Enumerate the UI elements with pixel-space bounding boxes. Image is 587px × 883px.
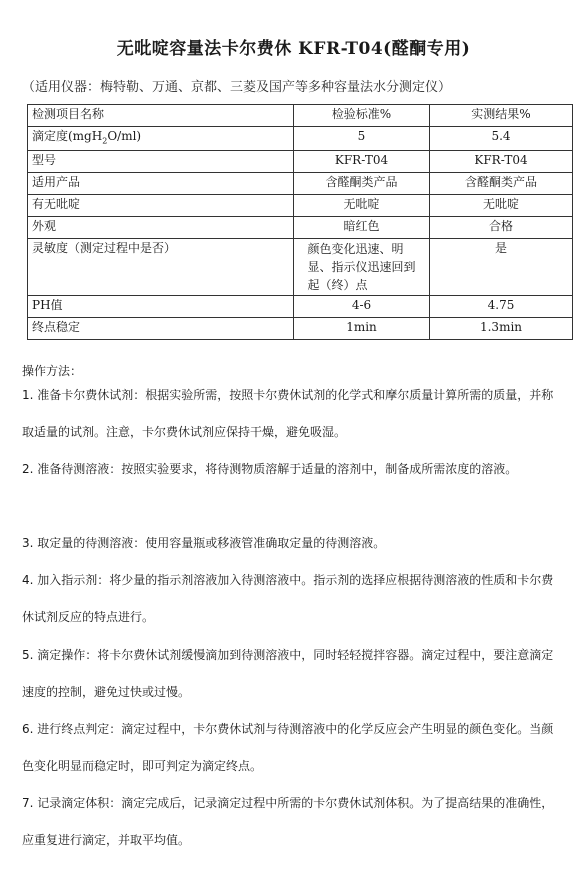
- procedure-step: 6. 进行终点判定：滴定过程中，卡尔费休试剂与待测溶液中的化学反应会产生明显的颜色变化。当颜色变化明显而稳定时，即可判定为滴定终点。: [22, 722, 554, 773]
- header-result: 实测结果%: [430, 105, 573, 127]
- row-label: 灵敏度（测定过程中是否）: [28, 239, 294, 296]
- page-title: 无吡啶容量法卡尔费休 KFR-T04(醛酮专用): [116, 39, 471, 59]
- table-row: [28, 217, 573, 239]
- procedure-step: 7. 记录滴定体积：滴定完成后，记录滴定过程中所需的卡尔费休试剂体积。为了提高结果的准确性，应重复进行滴定，并取平均值。: [22, 796, 554, 847]
- header-item-name: 检测项目名称: [28, 105, 294, 127]
- row-standard: 4-6: [294, 296, 430, 318]
- row-result: 5.4: [430, 127, 573, 151]
- row-label-titer: [28, 127, 294, 151]
- procedure-heading: 操作方法：: [22, 364, 83, 378]
- row-standard: KFR-T04: [294, 151, 430, 173]
- table-row: [28, 239, 573, 296]
- table-row: [28, 318, 573, 340]
- sensitivity-standard-text: 颜色变化迅速、明显、指示仪迅速回到起（终）点: [307, 242, 416, 293]
- row-label: 适用产品: [28, 173, 294, 195]
- table-row: [28, 195, 573, 217]
- row-label: 有无吡啶: [28, 195, 294, 217]
- row-label: 终点稳定: [28, 318, 294, 340]
- table-header-row: [28, 105, 573, 127]
- row-result: 无吡啶: [430, 195, 573, 217]
- procedure-step: 5. 滴定操作：将卡尔费休试剂缓慢滴加到待测溶液中，同时轻轻搅拌容器。滴定过程中，要注意滴定速度的控制，避免过快或过慢。: [22, 648, 554, 699]
- specification-table: [27, 104, 573, 340]
- applicable-instruments-note: （适用仪器：梅特勒、万通、京都、三菱及国产等多种容量法水分测定仪）: [22, 80, 452, 95]
- row-standard: [294, 239, 430, 296]
- table-row: [28, 296, 573, 318]
- row-standard: 含醛酮类产品: [294, 173, 430, 195]
- row-standard: 5: [294, 127, 430, 151]
- row-standard: 暗红色: [294, 217, 430, 239]
- procedure-step: 2. 准备待测溶液：按照实验要求，将待测物质溶解于适量的溶剂中，制备成所需浓度的溶液。: [22, 462, 518, 476]
- row-result: 1.3min: [430, 318, 573, 340]
- procedure-step: 4. 加入指示剂：将少量的指示剂溶液加入待测溶液中。指示剂的选择应根据待测溶液的性质和卡尔费休试剂反应的特点进行。: [22, 573, 554, 624]
- row-label: 外观: [28, 217, 294, 239]
- row-result: 是: [430, 239, 573, 296]
- table-row: [28, 127, 573, 151]
- table-row: [28, 151, 573, 173]
- table-row: [28, 173, 573, 195]
- row-standard: 1min: [294, 318, 430, 340]
- titer-label-subscript: 2: [102, 136, 108, 146]
- row-result: KFR-T04: [430, 151, 573, 173]
- header-standard: 检验标准%: [294, 105, 430, 127]
- row-standard: 无吡啶: [294, 195, 430, 217]
- row-result: 4.75: [430, 296, 573, 318]
- row-result: 合格: [430, 217, 573, 239]
- titer-label-prefix: 滴定度(mgH: [32, 129, 103, 143]
- row-label: PH值: [28, 296, 294, 318]
- procedure-step: 1. 准备卡尔费休试剂：根据实验所需，按照卡尔费休试剂的化学式和摩尔质量计算所需的质量，并称取适量的试剂。注意，卡尔费休试剂应保持干燥，避免吸湿。: [22, 388, 554, 439]
- titer-label-suffix: O/ml): [107, 129, 142, 143]
- procedure-step: 3. 取定量的待测溶液：使用容量瓶或移液管准确取定量的待测溶液。: [22, 536, 386, 550]
- row-result: 含醛酮类产品: [430, 173, 573, 195]
- row-label: 型号: [28, 151, 294, 173]
